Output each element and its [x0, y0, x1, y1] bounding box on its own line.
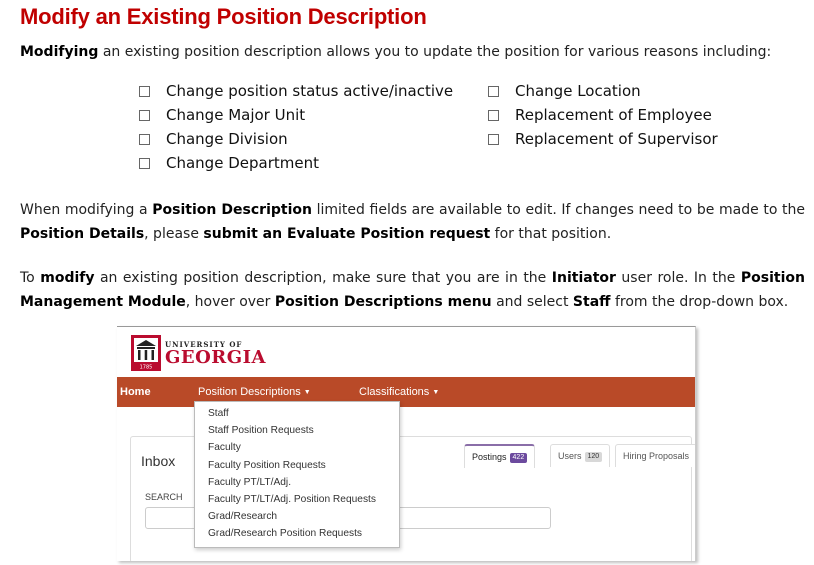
caret-down-icon: ▼	[303, 389, 311, 396]
nav-classifications-menu[interactable]: Classifications ▼	[359, 386, 440, 398]
list-item: Replacement of Supervisor	[488, 127, 718, 151]
tab-hiring-proposals[interactable]: Hiring Proposals	[615, 444, 696, 467]
dropdown-item-faculty-pt-lt-adj-position-requests[interactable]: Faculty PT/LT/Adj. Position Requests	[208, 493, 376, 505]
list-item: Replacement of Employee	[488, 103, 718, 127]
logo-text-large: GEORGIA	[165, 347, 266, 368]
tab-postings[interactable]: Postings 422	[464, 444, 535, 468]
dropdown-item-grad-research-position-requests[interactable]: Grad/Research Position Requests	[208, 528, 363, 540]
checkbox-icon	[488, 134, 499, 145]
checkbox-icon	[488, 110, 499, 121]
dropdown-item-staff-position-requests[interactable]: Staff Position Requests	[208, 425, 314, 437]
position-descriptions-dropdown	[194, 401, 400, 548]
checkbox-icon	[139, 158, 150, 169]
checkbox-icon	[139, 134, 150, 145]
intro-bold: Modifying	[20, 44, 99, 60]
tab-users[interactable]: Users 120	[550, 444, 610, 467]
intro-paragraph	[20, 40, 810, 64]
list-item: Change position status active/inactive	[139, 79, 453, 103]
intro-text: an existing position description allows you to update the position for various reasons including:	[98, 44, 772, 60]
embedded-app-screenshot	[117, 326, 696, 561]
edit-limits-paragraph: When modifying a Position Description limited fields are available to edit. If changes need to be made to the Position Details, please submit an Evaluate Position request for that position.	[20, 202, 806, 242]
checkbox-icon	[139, 86, 150, 97]
dropdown-item-faculty-pt-lt-adj[interactable]: Faculty PT/LT/Adj.	[208, 476, 292, 488]
count-badge: 422	[510, 453, 528, 463]
list-item: Change Department	[139, 151, 453, 175]
list-item: Change Location	[488, 79, 718, 103]
logo-year: 1785	[139, 364, 153, 371]
dropdown-item-faculty-position-requests[interactable]: Faculty Position Requests	[208, 459, 326, 471]
checkbox-icon	[488, 86, 499, 97]
page-title: Modify an Existing Position Description	[20, 4, 427, 29]
list-item: Change Division	[139, 127, 453, 151]
dropdown-item-faculty[interactable]: Faculty	[208, 442, 241, 454]
caret-down-icon: ▼	[432, 389, 440, 396]
count-badge: 120	[585, 452, 603, 462]
inbox-heading: Inbox	[141, 453, 176, 469]
reasons-list-left	[139, 79, 453, 175]
reasons-list-right	[488, 79, 718, 151]
uga-arch-logo-icon	[131, 335, 161, 371]
logo-text-small: UNIVERSITY OF	[165, 340, 243, 349]
dropdown-item-staff[interactable]: Staff	[208, 408, 229, 419]
dropdown-item-grad-research[interactable]: Grad/Research	[208, 511, 278, 523]
nav-home-link[interactable]: Home	[120, 386, 151, 398]
instructions-paragraph: To modify an existing position description, make sure that you are in the Initiator user role. In the Position Management Module, hover over Position Descriptions menu and select Staff from the drop-down box.	[20, 270, 805, 310]
search-label: SEARCH	[145, 492, 183, 502]
nav-position-descriptions-menu[interactable]: Position Descriptions ▼	[198, 386, 311, 398]
list-item: Change Major Unit	[139, 103, 453, 127]
checkbox-icon	[139, 110, 150, 121]
